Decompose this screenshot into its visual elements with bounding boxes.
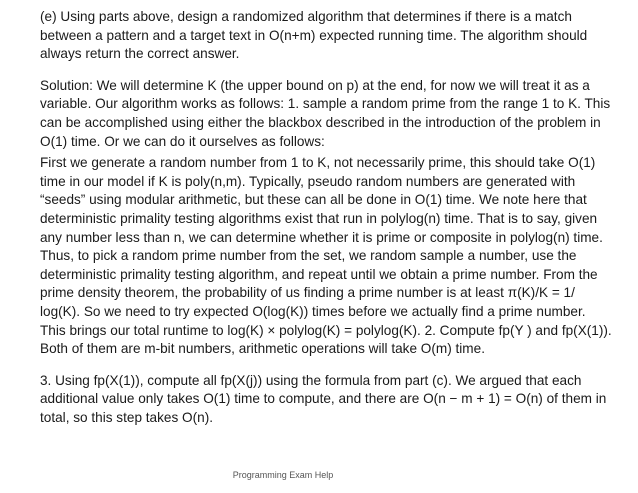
footer bbox=[0, 470, 638, 480]
footer-text: Programming Exam Help bbox=[232, 470, 334, 480]
step-three-paragraph: 3. Using fp(X(1)), compute all fp(X(j)) using the formula from part (c). We argued that each additional value only takes O(1) time to compute, and there are O(n − m + 1) = O(n) of them in total, so this step takes O(n). bbox=[40, 372, 607, 425]
random-prime-paragraph: First we generate a random number from 1 to K, not necessarily prime, this should take O(1) time in our model if K is poly(n,m). Typically, pseudo random numbers are generated with “seeds” using modular arithmetic, but these can all be done in O(1) time. We note here that deterministic primality testing algorithms exist that run in polylog(n) time. That is to say, given any number less than n, we can determine whether it is prime or composite in polylog(n) time. Thus, to pick a random prime number from the set, we random sample a number, use the deterministic primality testing algorithm, and repeat until we obtain a prime number. From the prime density theorem, the probability of us finding a prime number is at least π(K)/K = 1/ log(K). So we need to try expected O(log(K)) times before we actually find a prime number. This brings our total runtime to log(K) × polylog(K) = polylog(K). 2. Compute fp(Y ) and fp(X(1)). Both of them are m-bit numbers, arithmetic operations will take O(m) time. bbox=[40, 155, 612, 357]
question-paragraph: (e) Using parts above, design a randomized algorithm that determines if there is a match between a pattern and a target text in O(n+m) expected running time. The algorithm should always return the correct answer. bbox=[40, 9, 588, 62]
solution-intro-paragraph: Solution: We will determine K (the upper bound on p) at the end, for now we will treat it as a variable. Our algorithm works as follows: 1. sample a random prime from the range 1 to K. This can be accomplished using either the blackbox described in the introduction of the problem in O(1) time. Or we can do it ourselves as follows: bbox=[40, 77, 611, 149]
document-body bbox=[40, 8, 612, 427]
